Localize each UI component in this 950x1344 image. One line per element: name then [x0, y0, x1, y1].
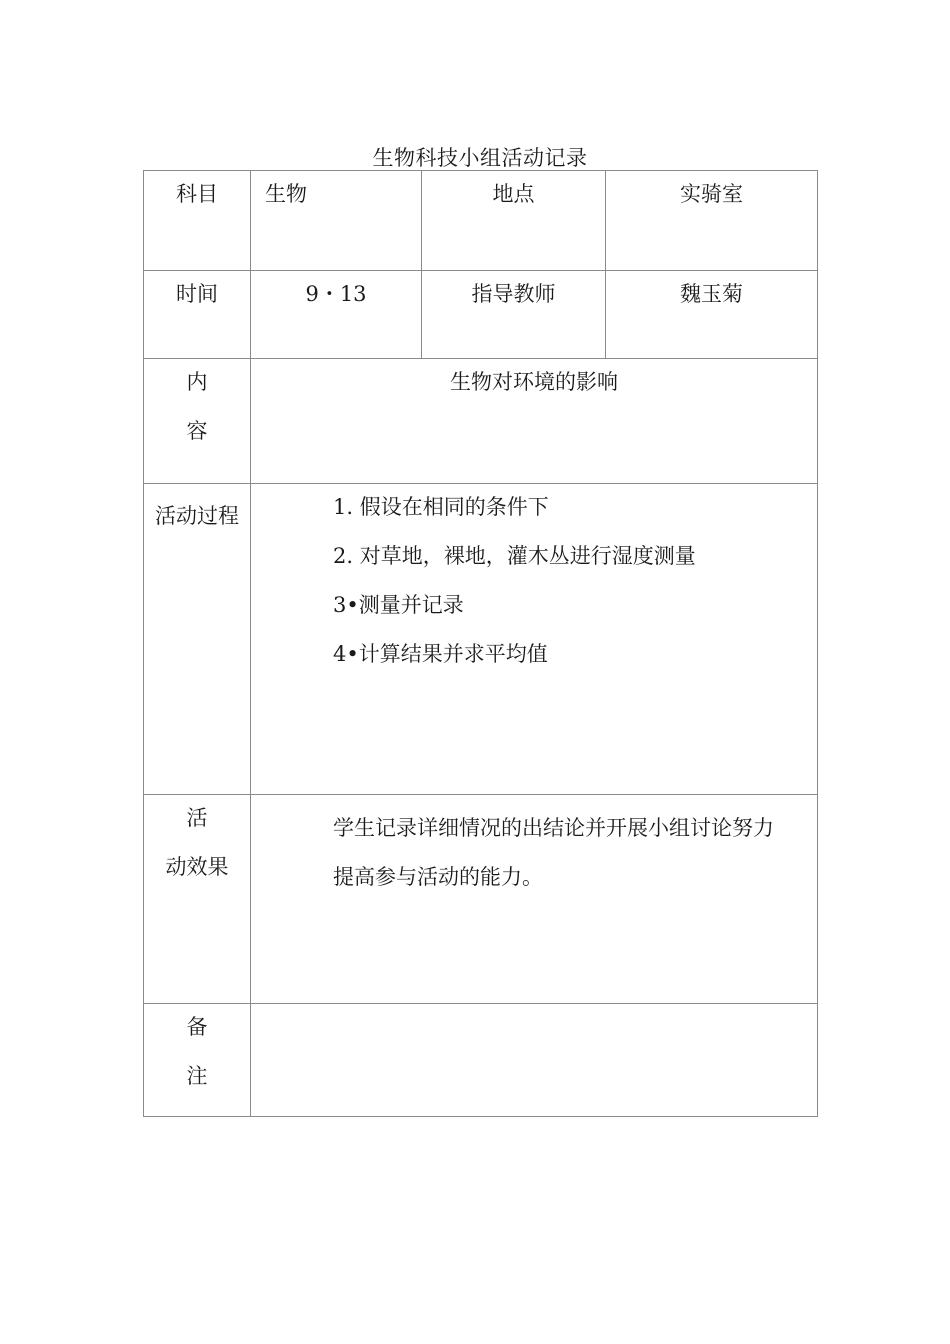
table-row-time [144, 271, 818, 359]
content-label [144, 359, 251, 484]
table-row-remarks [144, 1004, 818, 1117]
effect-label [144, 795, 251, 1004]
table-row-effect [144, 795, 818, 1004]
table-row-content [144, 359, 818, 484]
process-step: 4•计算结果并求平均值 [333, 642, 548, 666]
subject-label: 科目 [144, 171, 251, 271]
teacher-value: 魏玉菊 [606, 271, 818, 359]
process-label: 活动过程 [144, 484, 251, 795]
content-value: 生物对环境的影响 [251, 359, 818, 484]
location-label: 地点 [422, 171, 606, 271]
effect-line-1: 学生记录详细情况的出结论并开展小组讨论努力 [333, 816, 774, 840]
remarks-label-line-1: 备 [186, 1015, 208, 1039]
remarks-label-line-2: 注 [186, 1064, 208, 1088]
teacher-label: 指导教师 [422, 271, 606, 359]
content-label-line-1: 内 [186, 370, 208, 394]
subject-value: 生物 [251, 171, 422, 271]
effect-line-2: 提高参与活动的能力。 [333, 865, 543, 889]
effect-label-line-2: 动效果 [165, 855, 229, 879]
location-value: 实骑室 [606, 171, 818, 271]
activity-record-table [143, 170, 818, 1117]
remarks-label [144, 1004, 251, 1117]
process-step: 2. 对草地，裸地，灌木丛进行湿度测量 [333, 544, 696, 568]
process-steps [251, 484, 818, 795]
remarks-value [251, 1004, 818, 1117]
time-label: 时间 [144, 271, 251, 359]
time-value: 9・13 [251, 271, 422, 359]
table-row-subject [144, 171, 818, 271]
effect-label-line-1: 活 [186, 806, 208, 830]
effect-text [251, 795, 818, 1004]
table-row-process [144, 484, 818, 795]
document-title: 生物科技小组活动记录 [372, 146, 588, 170]
content-label-line-2: 容 [186, 419, 208, 443]
process-step: 3•测量并记录 [333, 593, 464, 617]
process-step: 1. 假设在相同的条件下 [333, 495, 549, 519]
